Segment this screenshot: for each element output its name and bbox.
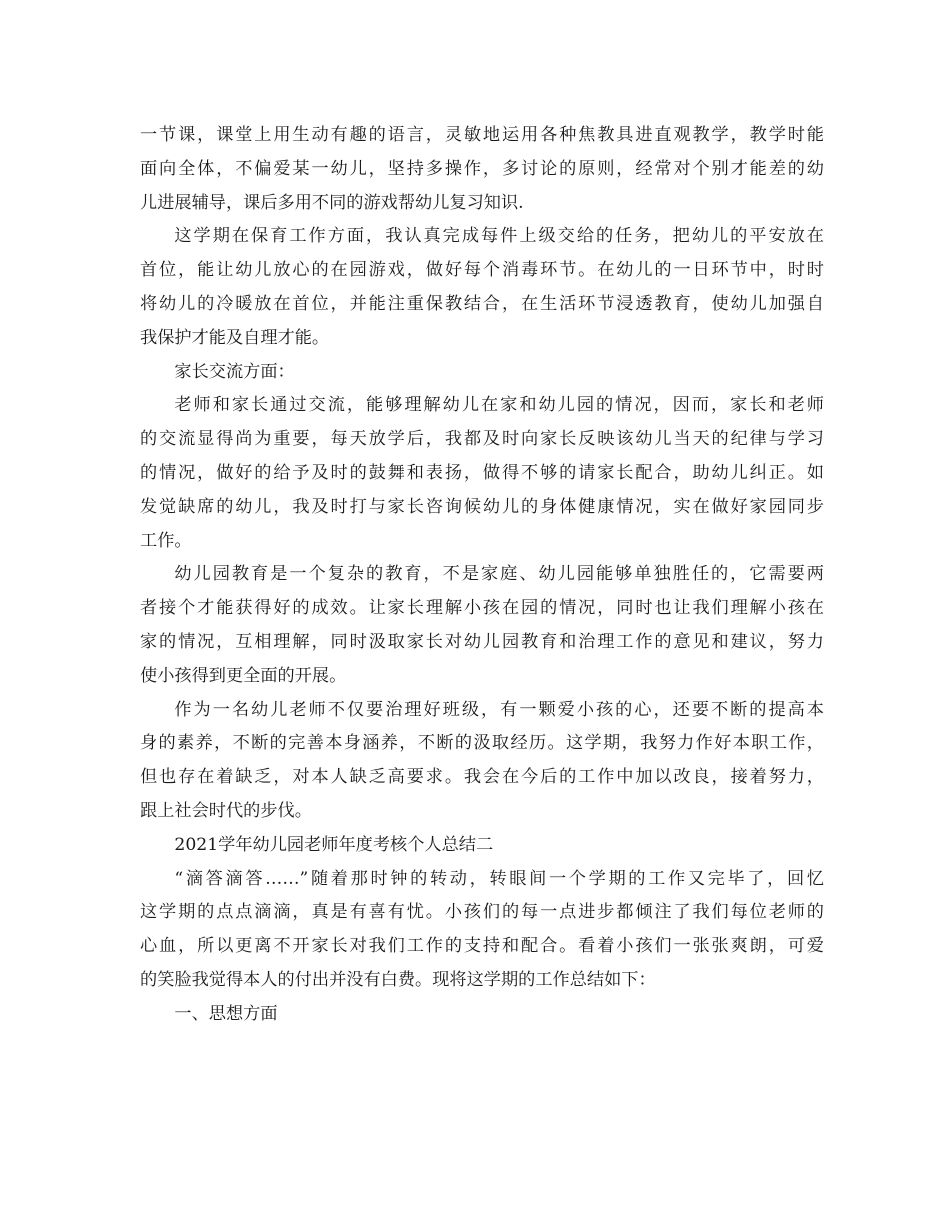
- text-line: 的笑脸我觉得本人的付出并没有白费。现将这学期的工作总结如下：: [140, 969, 656, 990]
- paragraph: [140, 389, 824, 558]
- paragraph: [140, 863, 824, 998]
- text-line: 这学期的点点滴滴，真是有喜有忧。小孩们的每一点进步都倾注了我们每位老师的: [140, 902, 824, 923]
- text-line: 儿进展辅导，课后多用不同的游戏帮幼儿复习知识.: [140, 192, 524, 213]
- text-line: 首位，能让幼儿放心的在园游戏，做好每个消毒环节。在幼儿的一日环节中，时时: [140, 260, 824, 281]
- text-line: 使小孩得到更全面的开展。: [140, 665, 347, 686]
- paragraph: [140, 356, 824, 390]
- paragraph: [140, 558, 824, 693]
- paragraph: [140, 829, 824, 863]
- document-page: [140, 119, 824, 1032]
- text-line: 一节课，课堂上用生动有趣的语言，灵敏地运用各种焦教具进直观教学，教学时能: [140, 125, 824, 145]
- paragraph: [140, 998, 824, 1032]
- text-line: 我保护才能及自理才能。: [140, 327, 330, 348]
- text-line: 老师和家长通过交流，能够理解幼儿在家和幼儿园的情况，因而，家长和老师: [174, 395, 824, 416]
- text-line: 2021学年幼儿园老师年度考核个人总结二: [174, 834, 494, 855]
- text-line: 家的情况，互相理解，同时汲取家长对幼儿园教育和治理工作的意见和建议，努力: [140, 631, 824, 652]
- text-line: 一、思想方面: [174, 1003, 278, 1024]
- text-line: 发觉缺席的幼儿，我及时打与家长咨询候幼儿的身体健康情况，实在做好家园同步: [140, 496, 824, 517]
- text-line: 但也存在着缺乏，对本人缺乏高要求。我会在今后的工作中加以改良，接着努力，: [140, 767, 824, 788]
- text-line: 这学期在保育工作方面，我认真完成每件上级交给的任务，把幼儿的平安放在: [174, 226, 824, 247]
- text-line: 将幼儿的冷暖放在首位，并能注重保教结合，在生活环节浸透教育，使幼儿加强自: [140, 293, 824, 314]
- text-line: 者接个才能获得好的成效。让家长理解小孩在园的情况，同时也让我们理解小孩在: [140, 598, 824, 619]
- text-line: 工作。: [140, 530, 192, 551]
- text-line: “滴答滴答……”随着那时钟的转动，转眼间一个学期的工作又完毕了，回忆: [174, 868, 824, 889]
- text-line: 的情况，做好的给予及时的鼓舞和表扬，做得不够的请家长配合，助幼儿纠正。如: [140, 462, 824, 483]
- text-line: 跟上社会时代的步伐。: [140, 800, 312, 821]
- text-line: 幼儿园教育是一个复杂的教育，不是家庭、幼儿园能够单独胜任的，它需要两: [174, 564, 824, 585]
- text-line: 作为一名幼儿老师不仅要治理好班级，有一颗爱小孩的心，还要不断的提高本: [174, 699, 824, 720]
- paragraph: [140, 694, 824, 829]
- text-line: 身的素养，不断的完善本身涵养，不断的汲取经历。这学期，我努力作好本职工作，: [140, 733, 824, 754]
- paragraph: [140, 119, 824, 220]
- text-line: 心血，所以更离不开家长对我们工作的支持和配合。看着小孩们一张张爽朗，可爱: [140, 936, 824, 957]
- text-line: 家长交流方面：: [174, 361, 295, 382]
- text-line: 的交流显得尚为重要，每天放学后，我都及时向家长反映该幼儿当天的纪律与学习: [140, 429, 824, 450]
- text-line: 面向全体，不偏爱某一幼儿，坚持多操作，多讨论的原则，经常对个别才能差的幼: [140, 158, 824, 179]
- paragraph: [140, 220, 824, 355]
